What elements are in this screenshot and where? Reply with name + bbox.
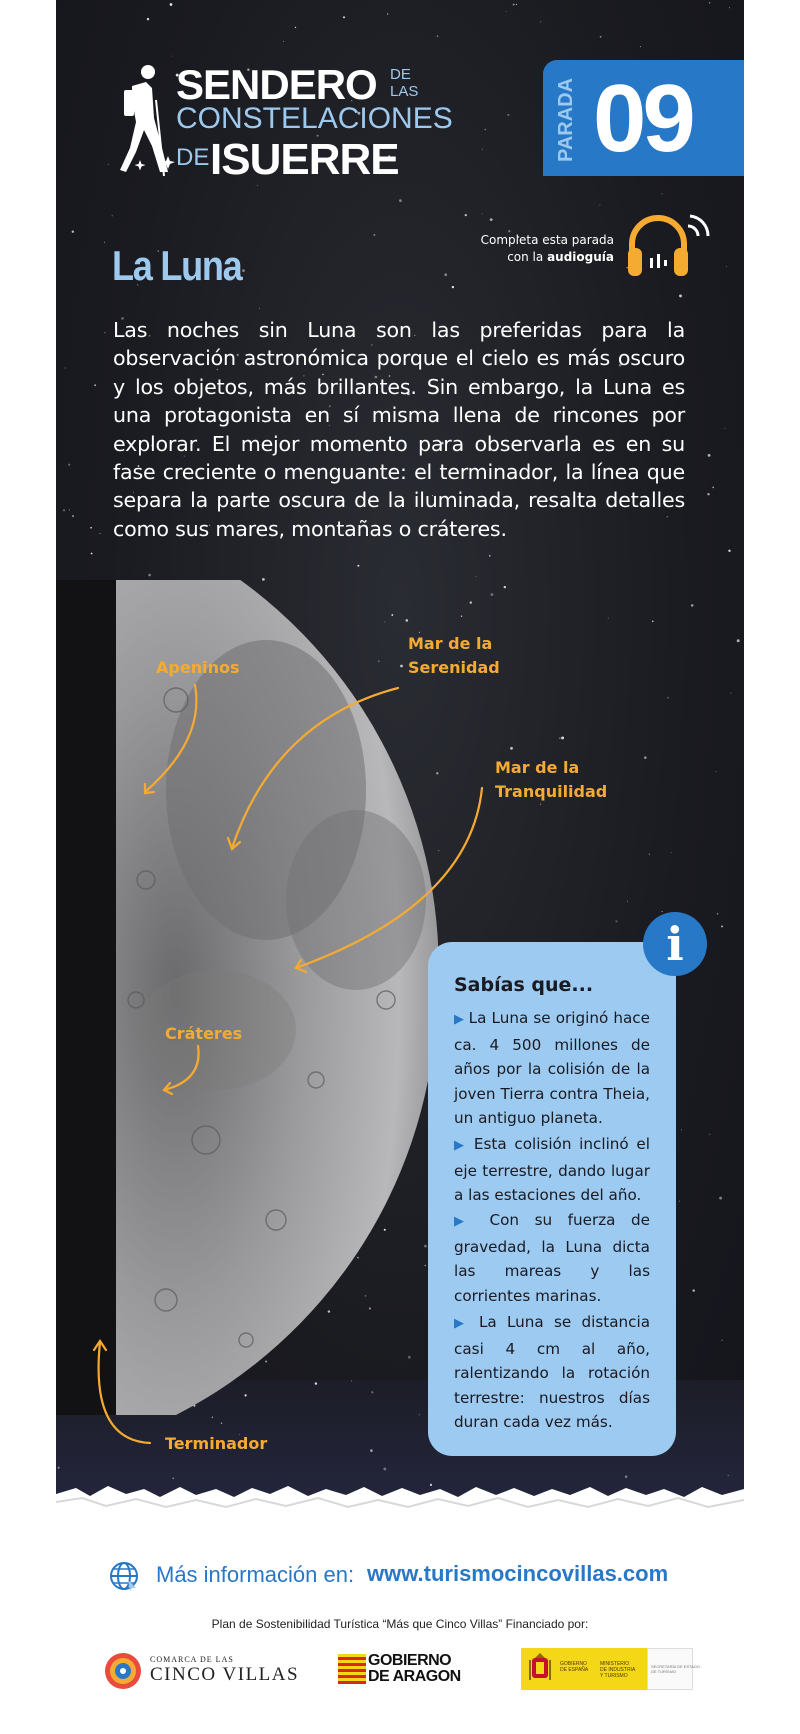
label-serenidad-2: Serenidad [408,658,500,677]
label-tranquilidad-2: Tranquilidad [495,782,608,801]
star [104,242,105,243]
star [65,367,66,368]
cinco-villas-emblem-icon [104,1652,142,1690]
star [370,1449,373,1452]
star [516,4,517,5]
star [72,515,74,517]
star [506,11,507,12]
page-title: La Luna [112,242,242,289]
star [661,193,662,194]
label-apeninos: Apeninos [156,658,240,677]
star [94,384,96,386]
more-info-label: Más información en: [156,1562,355,1587]
globe-icon [108,1560,140,1592]
info-icon: i [643,912,707,976]
website-link[interactable]: www.turismocincovillas.com [367,1561,669,1586]
star [170,3,173,6]
star [540,21,541,22]
star [283,41,284,42]
bullet-triangle-icon: ▶ [454,1214,490,1229]
star [507,114,509,116]
sponsor-cinco-villas-small: COMARCA DE LAS [150,1655,234,1664]
audioguide-label: Completa esta parada con la [480,233,614,264]
star [709,2,711,4]
star [104,332,105,333]
star [513,4,515,6]
logo-sendero: SENDERO [176,61,377,108]
bullet-triangle-icon: ▶ [454,1316,479,1331]
funding-plan: Plan de Sostenibilidad Turística “Más que Cinco Villas” Financiado por: [211,1617,589,1631]
info-title: Sabías que... [454,974,594,996]
stop-number: 09 [593,65,692,172]
sponsor-cinco-villas: CINCO VILLAS [150,1664,300,1685]
aragon-flag-icon [338,1654,366,1684]
fact-item [454,1132,650,1208]
aragon-line-1: GOBIERNO [368,1652,452,1669]
audioguide-bold: audioguía [547,250,614,264]
logo-de: DE [176,144,210,171]
label-crateres: Cráteres [165,1024,243,1043]
fact-text: La Luna se distancia casi 4 cm al año, ralentizando la rotación terrestre: nuestros días duran cada vez más. [454,1313,651,1432]
star [72,231,74,233]
sponsor-gobierno-aragon [368,1653,461,1685]
bullet-triangle-icon: ▶ [454,1138,474,1153]
star [490,218,493,221]
star [99,533,100,534]
star [242,269,245,272]
star [625,1475,627,1477]
star [452,286,454,288]
bullet-triangle-icon: ▶ [454,1012,469,1027]
star [708,454,711,457]
star [68,464,70,466]
torn-paper-edge [56,1480,744,1540]
star [58,1467,60,1469]
star [221,1422,222,1423]
star [108,164,109,165]
star [726,266,727,267]
star [640,46,641,47]
star [63,509,65,511]
stop-badge [543,60,744,176]
intro-paragraph: Las noches sin Luna son las preferidas para la observación astronómica porque el cielo es más oscuro y los objetos, más brillantes. Sin embargo, la Luna es una protagonista en sí misma llena de rincones por explorar. El mejor momento para observarla es en su fase creciente o menguante: el terminador, la línea que separa la parte oscura de la iluminada, resalta detalles como sus mares, montañas o cráteres. [113,318,685,541]
star [489,555,490,556]
star [484,129,486,131]
fact-item [454,1310,650,1435]
label-tranquilidad-1: Mar de la [495,758,580,777]
star [724,428,725,429]
fact-item [454,1208,650,1308]
star [383,1468,386,1471]
stop-label: PARADA [555,77,577,162]
star [147,18,149,20]
hiker-icon [118,60,178,180]
star [707,493,709,495]
star [257,185,258,186]
star [600,36,602,38]
star [91,553,93,555]
star [712,487,714,489]
headphones-icon[interactable] [626,204,712,282]
star [69,509,70,510]
logo-de-las-text: DE LAS [390,66,419,100]
star [295,27,296,28]
ministry-gobierno-espana: GOBIERNO DE ESPAÑA [560,1661,589,1673]
star [482,213,483,214]
star [373,234,375,236]
logo-constelaciones: CONSTELACIONES [176,102,453,135]
star [599,204,600,205]
star [482,149,483,150]
trail-logo [118,60,453,185]
star [444,273,447,276]
label-terminador: Terminador [165,1434,268,1453]
star [465,214,467,216]
ministry-industria: MINISTERIO DE INDUSTRIA Y TURISMO [600,1661,636,1679]
spain-crest-icon [527,1652,553,1686]
star [148,574,151,577]
star [437,35,439,37]
star [212,1417,214,1419]
star [112,215,113,216]
star [387,13,388,14]
fact-text: Con su fuerza de gravedad, la Luna dicta las mareas y las corrientes marinas. [454,1211,650,1305]
star [90,527,92,529]
fact-item [454,1006,650,1131]
star [259,308,260,309]
star [475,576,476,577]
logo-de-las [390,66,418,100]
star [728,1475,729,1476]
fact-text: La Luna se originó hace ca. 4 500 millones de años por la colisión de la joven Tierra contra Theia, un antiguo planeta. [454,1009,650,1128]
star [343,16,345,18]
label-serenidad-1: Mar de la [408,634,493,653]
logo-isuerre: ISUERRE [210,135,399,184]
star [399,199,402,202]
more-info [108,1558,708,1598]
audioguide-text[interactable] [460,232,614,266]
star [357,565,359,567]
star [679,294,682,297]
ministry-secretaria: SECRETARÍA DE ESTADO DE TURISMO [651,1664,700,1674]
star [729,7,730,8]
star [172,56,173,57]
aragon-line-2: DE ARAGON [368,1668,461,1685]
star [728,550,730,552]
fact-text: Esta colisión inclinó el eje terrestre, dando lugar a las estaciones del año. [454,1135,650,1205]
